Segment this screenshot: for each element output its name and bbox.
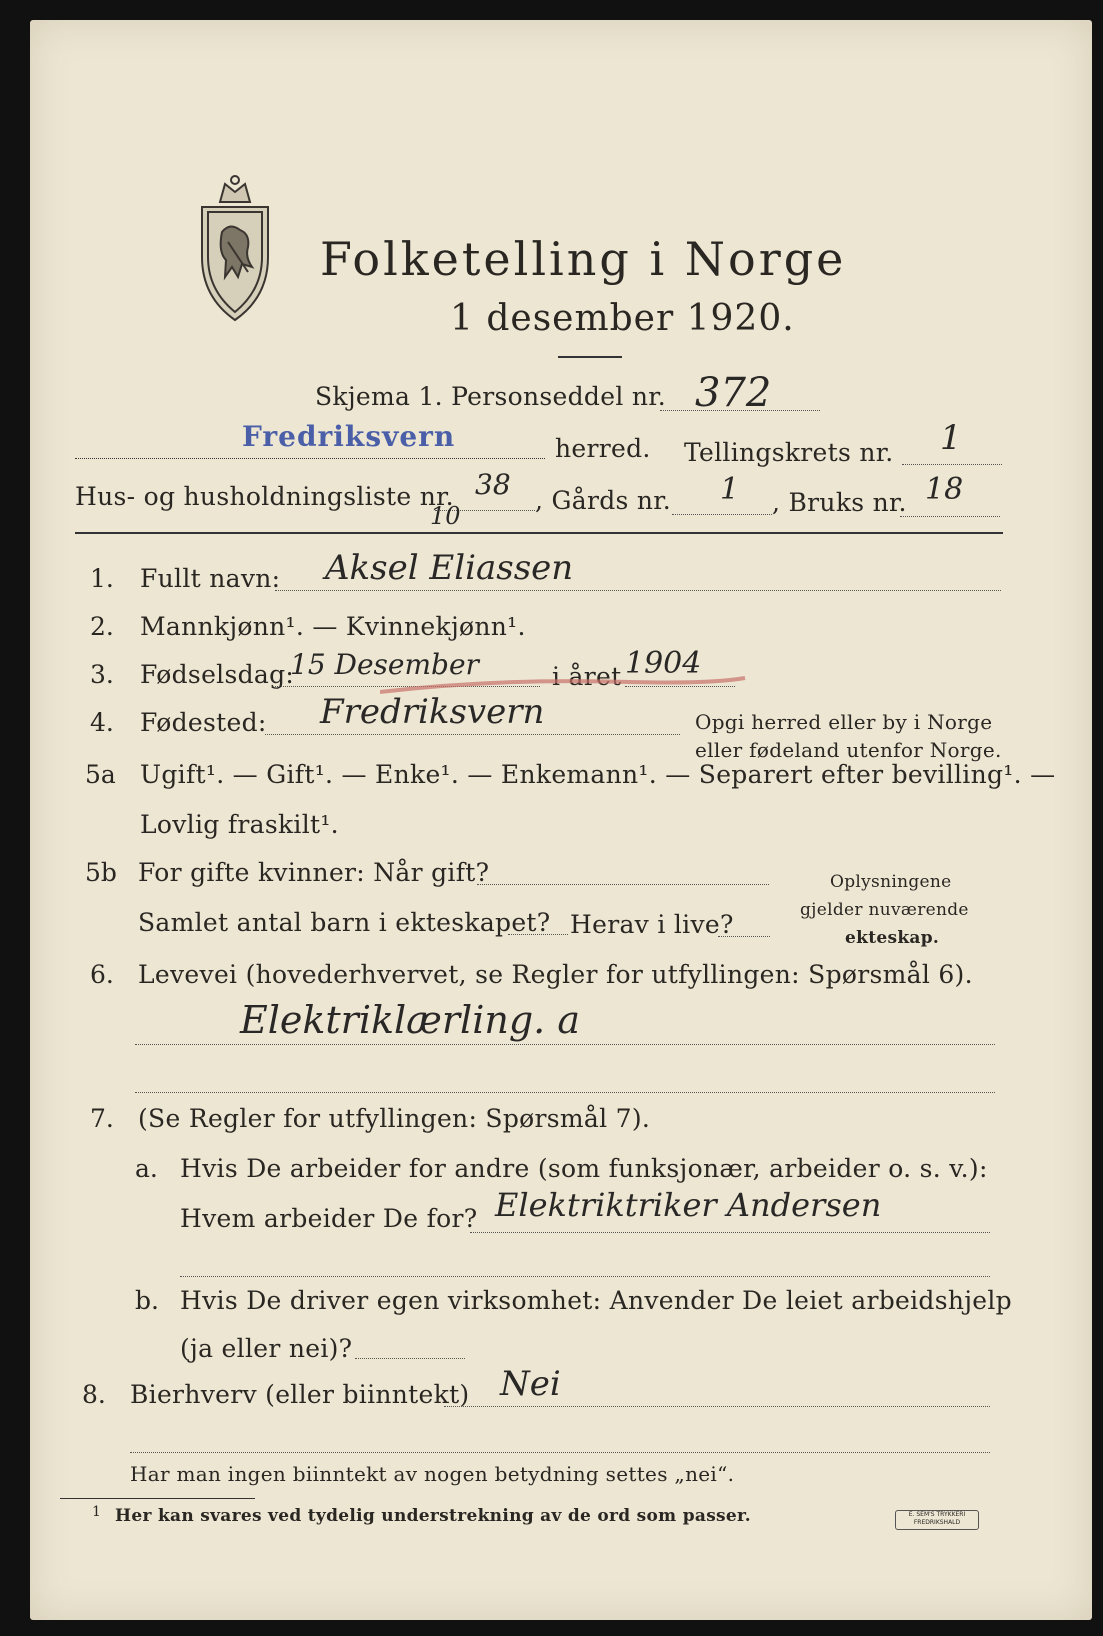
footnote-text: Her kan svares ved tydelig understrekning av de ord som passer. — [115, 1506, 751, 1526]
q7a-line2: Hvem arbeider De for? — [180, 1204, 478, 1233]
bruks-handwritten: 18 — [925, 472, 964, 507]
q3-label: Fødselsdag: — [140, 660, 295, 689]
form-title: Folketelling i Norge — [320, 232, 847, 286]
q5a-number: 5a — [85, 760, 116, 789]
gards-handwritten: 1 — [720, 472, 740, 507]
q3-number: 3. — [90, 660, 114, 689]
q4-handwritten: Fredriksvern — [320, 692, 545, 732]
q5b-children-label: Samlet antal barn i ekteskapet? — [138, 908, 551, 937]
q6-number: 6. — [90, 960, 114, 989]
q6-handwritten: Elektriklærling. a — [240, 998, 580, 1042]
hus-handwritten: 38 — [475, 468, 511, 501]
q8-handwritten: Nei — [500, 1364, 561, 1404]
personseddel-handwritten: 372 — [695, 370, 772, 416]
footnote-mark: 1 — [92, 1504, 102, 1520]
q7b-line2: (ja eller nei)? — [180, 1334, 353, 1363]
q5b-alive-line — [718, 936, 770, 937]
q2-number: 2. — [90, 612, 114, 641]
gards-line — [672, 514, 772, 515]
herred-line — [75, 458, 545, 459]
q8-line2 — [130, 1452, 990, 1453]
q6-line2 — [135, 1092, 995, 1093]
q5a-line1: Ugift¹. — Gift¹. — Enke¹. — Enkemann¹. — Separert efter bevilling¹. — — [140, 760, 1056, 789]
herred-stamp: Fredriksvern — [242, 420, 456, 453]
q8-label: Bierhverv (eller biinntekt) — [130, 1380, 470, 1409]
q4-note-line2: eller fødeland utenfor Norge. — [695, 738, 1002, 762]
q4-label: Fødested: — [140, 708, 267, 737]
q1-number: 1. — [90, 564, 114, 593]
q3-day-handwritten: 15 Desember — [290, 648, 479, 681]
header-divider — [75, 532, 1003, 534]
q4-number: 4. — [90, 708, 114, 737]
bruks-label: , Bruks nr. — [772, 488, 907, 517]
biinntekt-note: Har man ingen biinntekt av nogen betydning settes „nei“. — [130, 1462, 735, 1486]
q8-line — [444, 1406, 990, 1407]
q3-year-handwritten: 1904 — [625, 646, 702, 681]
q7a-line1: Hvis De arbeider for andre (som funksjonær, arbeider o. s. v.): — [180, 1154, 988, 1183]
census-form — [30, 20, 1092, 1620]
q7a-line2-blank — [180, 1276, 990, 1277]
tellingskrets-label: Tellingskrets nr. — [684, 438, 894, 467]
footnote-divider — [60, 1498, 255, 1499]
hus-handwritten-2: 10 — [430, 502, 461, 530]
q1-label: Fullt navn: — [140, 564, 281, 593]
title-divider — [558, 356, 622, 358]
q6-label: Levevei (hovederhvervet, se Regler for utfyllingen: Spørsmål 6). — [138, 960, 973, 989]
form-date: 1 desember 1920. — [450, 298, 795, 339]
q5b-number: 5b — [85, 858, 117, 887]
q5b-note-line3: ekteskap. — [845, 928, 940, 948]
q8-number: 8. — [82, 1380, 106, 1409]
q4-line — [265, 734, 680, 735]
coat-of-arms-icon — [190, 172, 280, 322]
tellingskrets-handwritten: 1 — [940, 418, 962, 458]
q5a-line2: Lovlig fraskilt¹. — [140, 810, 339, 839]
q2-label: Mannkjønn¹. — Kvinnekjønn¹. — [140, 612, 526, 641]
q7a-line — [470, 1232, 990, 1233]
q7a-handwritten: Elektriktriker Andersen — [495, 1186, 882, 1224]
q6-line1 — [135, 1044, 995, 1045]
q7b-line1: Hvis De driver egen virksomhet: Anvender De leiet arbeidshjelp — [180, 1286, 1012, 1315]
herred-label: herred. — [555, 434, 651, 463]
q5b-note-line2: gjelder nuværende — [800, 900, 969, 920]
q3-year-label: i året — [552, 662, 622, 691]
bruks-line — [900, 516, 1000, 517]
q7a-letter: a. — [135, 1154, 158, 1183]
skjema-label: Skjema 1. Personseddel nr. — [315, 382, 667, 411]
q7b-line — [355, 1358, 465, 1359]
q4-note-line1: Opgi herred eller by i Norge — [695, 710, 993, 734]
printer-stamp: E. SEM'S TRYKKERI FREDRIKSHALD — [895, 1510, 979, 1530]
hus-label: Hus- og husholdningsliste nr. — [75, 482, 454, 511]
q5b-married-line — [477, 884, 769, 885]
q1-handwritten: Aksel Eliassen — [325, 548, 574, 588]
q5b-children-line — [508, 934, 568, 935]
q7-number: 7. — [90, 1104, 114, 1133]
q7-label: (Se Regler for utfyllingen: Spørsmål 7). — [138, 1104, 651, 1133]
q5b-note-line1: Oplysningene — [830, 872, 952, 892]
q5b-alive-label: Herav i live? — [570, 910, 734, 939]
tellingskrets-line — [902, 464, 1002, 465]
q7b-letter: b. — [135, 1286, 159, 1315]
q1-line — [275, 590, 1001, 591]
q5b-line1: For gifte kvinner: Når gift? — [138, 858, 490, 887]
gards-label: , Gårds nr. — [535, 486, 672, 515]
